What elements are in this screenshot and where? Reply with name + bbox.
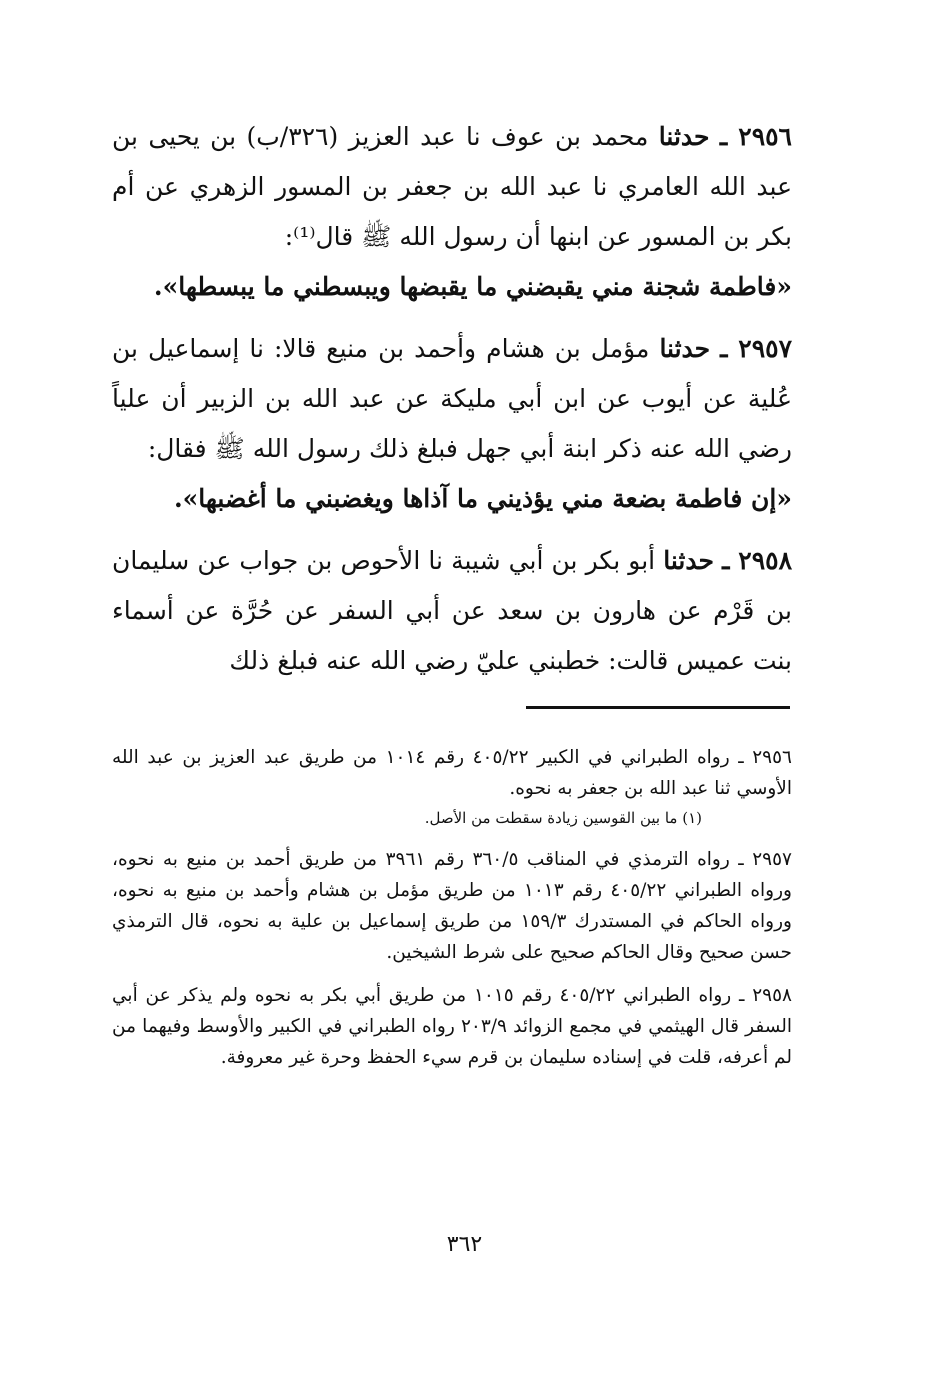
hadith-2956-text xyxy=(112,112,792,262)
hadith-2957 xyxy=(112,324,792,524)
hadith-chain: محمد بن عوف نا عبد العزيز (٣٢٦/ب) بن يحيى بن عبد الله العامري نا عبد الله بن جعفر بن المسور الزهري عن أم بكر بن المسور عن ابنها أن رسول الله ﷺ قال⁽¹⁾: xyxy=(112,122,792,251)
hadith-2958 xyxy=(112,536,792,686)
hadith-2956 xyxy=(112,112,792,312)
footnote-text: ٢٩٥٨ ـ رواه الطبراني ٤٠٥/٢٢ رقم ١٠١٥ من طريق أبي بكر به نحوه ولم يذكر عن أبي السفر قال الهيثمي في مجمع الزوائد ٢٠٣/٩ رواه الطبراني في الكبير والأوسط وفيهما من لم أعرفه، قلت في إسناده سليمان بن قرم سيء الحفظ وحرة غير معروفة. xyxy=(112,985,792,1068)
footnote-text: ٢٩٥٦ ـ رواه الطبراني في الكبير ٤٠٥/٢٢ رقم ١٠١٤ من طريق عبد العزيز بن عبد الله الأوسي ثنا عبد الله بن جعفر به نحوه. xyxy=(112,747,792,799)
footnotes xyxy=(112,742,792,1085)
hadith-number: ٢٩٥٧ ـ xyxy=(720,334,792,363)
footnote-text: ٢٩٥٧ ـ رواه الترمذي في المناقب ٣٦٠/٥ رقم ٣٩٦١ من طريق أحمد بن منيع به نحوه، ورواه الطبراني ٤٠٥/٢٢ رقم ١٠١٣ من طريق مؤمل بن هشام وأحمد بن منيع به نحوه، ورواه الحاكم في المستدرك ١٥٩/٣ من طريق إسماعيل بن علية به نحوه، قال الترمذي حسن صحيح وقال الحاكم صحيح على شرط الشيخين. xyxy=(112,849,792,963)
footnote-2958 xyxy=(112,980,792,1073)
hadith-number: ٢٩٥٦ ـ xyxy=(719,122,792,151)
footnote-2957 xyxy=(112,844,792,968)
hadith-keyword: حدثنا xyxy=(663,546,714,575)
hadith-keyword: حدثنا xyxy=(659,334,711,363)
hadith-chain: أبو بكر بن أبي شيبة نا الأحوص بن جواب عن سليمان بن قَرْم عن هارون بن سعد عن أبي السفر عن حُرَّة عن أسماء بنت عميس قالت: خطبني عليّ رضي الله عنه فبلغ ذلك xyxy=(112,546,792,675)
hadith-quote: «فاطمة شجنة مني يقبضني ما يقبضها ويبسطني ما يبسطها». xyxy=(153,272,792,301)
footnote-separator xyxy=(526,706,790,709)
hadith-2958-text xyxy=(112,536,792,686)
hadith-2957-text xyxy=(112,324,792,474)
hadith-chain: مؤمل بن هشام وأحمد بن منيع قالا: نا إسماعيل بن عُلية عن أيوب عن ابن أبي مليكة عن عبد الله بن الزبير أن علياً رضي الله عنه ذكر ابنة أبي جهل فبلغ ذلك رسول الله ﷺ فقال: xyxy=(112,334,792,463)
page-number: ٣٦٢ xyxy=(446,1232,483,1257)
footnote-sub-note: (١) ما بين القوسين زيادة سقطت من الأصل. xyxy=(424,809,702,827)
footnote-2956 xyxy=(112,742,792,832)
hadith-keyword: حدثنا xyxy=(658,122,710,151)
hadith-number: ٢٩٥٨ ـ xyxy=(722,546,792,575)
hadith-quote: «إن فاطمة بضعة مني يؤذيني ما آذاها ويغضبني ما أغضبها». xyxy=(173,484,792,513)
main-text xyxy=(112,112,792,698)
